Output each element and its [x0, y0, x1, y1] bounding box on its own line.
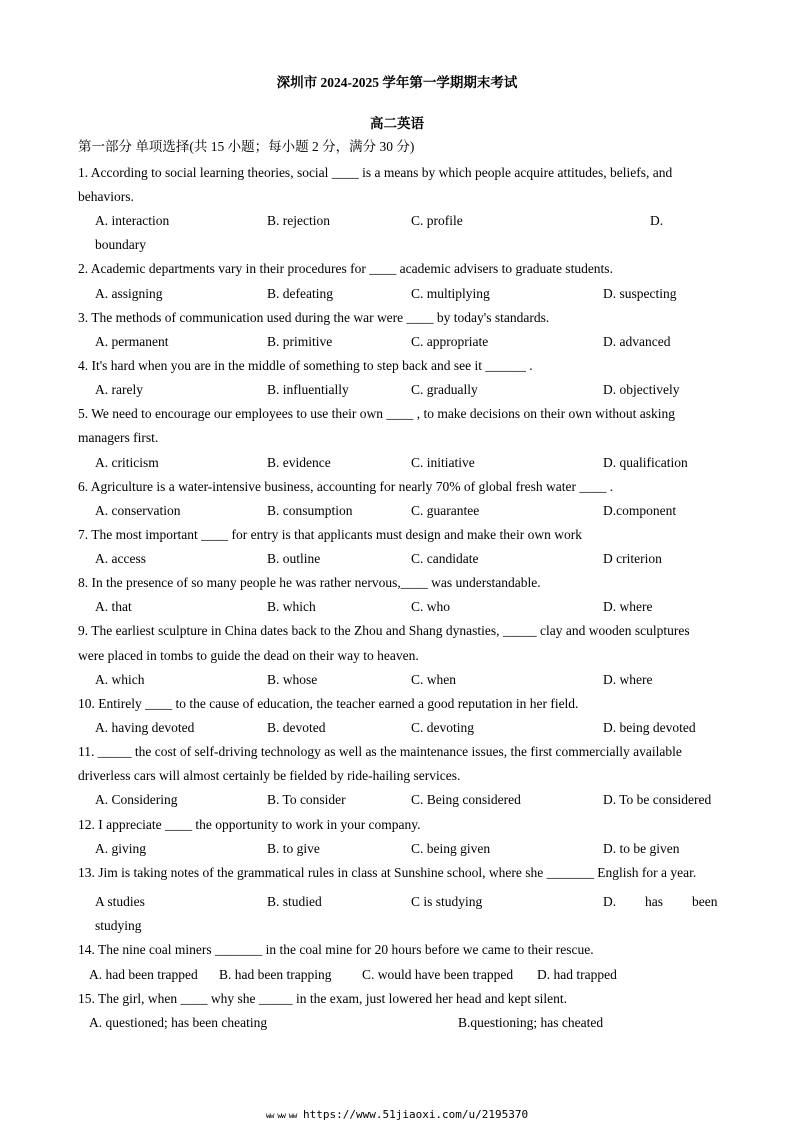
question-stem-cont: behaviors. [78, 189, 134, 204]
option-a: A. had been trapped [89, 967, 198, 982]
option-a: A. Considering [95, 792, 178, 807]
option-d: D. objectively [603, 382, 680, 397]
option-b: B. devoted [267, 720, 326, 735]
question-stem: 5. We need to encourage our employees to use their own ____ , to make decisions on their own without asking [78, 406, 676, 421]
option-d: D. had trapped [537, 967, 617, 982]
option-d: D. where [603, 672, 653, 687]
option-a: A. assigning [95, 286, 163, 301]
option-c: C. would have been trapped [362, 967, 514, 982]
option-d: D.component [603, 503, 677, 518]
option-d: D. advanced [603, 334, 671, 349]
question-stem-cont: driverless cars will almost certainly be fielded by ride-hailing services. [78, 768, 461, 783]
question-stem: 15. The girl, when ____ why she _____ in the exam, just lowered her head and kept silent. [78, 991, 568, 1006]
option-c: C. gradually [411, 382, 478, 397]
question-stem-cont: were placed in tombs to guide the dead on their way to heaven. [78, 648, 419, 663]
option-c: C. when [411, 672, 456, 687]
option-b: B. evidence [267, 455, 331, 470]
option-a: A. rarely [95, 382, 143, 397]
option-c: C. appropriate [411, 334, 489, 349]
option-a: A. criticism [95, 455, 159, 470]
option-d-letter: D. [603, 894, 617, 909]
option-c: C. profile [411, 213, 463, 228]
option-b: B. had been trapping [219, 967, 332, 982]
option-d: D. where [603, 599, 653, 614]
question-stem: 8. In the presence of so many people he was rather nervous,____ was understandable. [78, 575, 541, 590]
option-d-word: has [645, 894, 663, 909]
option-b: B. outline [267, 551, 321, 566]
section-heading: 第一部分 单项选择(共 15 小题；每小题 2 分，满分 30 分) [78, 139, 415, 154]
option-b: B. defeating [267, 286, 333, 301]
question-stem-cont: managers first. [78, 430, 159, 445]
option-a: A. questioned; has been cheating [89, 1015, 268, 1030]
option-a: A. access [95, 551, 146, 566]
option-d-cont: boundary [95, 237, 146, 252]
option-d: D. to be given [603, 841, 680, 856]
option-a: A. interaction [95, 213, 170, 228]
footer-mark: ww ww ww [265, 1111, 297, 1120]
option-c: C. guarantee [411, 503, 480, 518]
option-a: A. giving [95, 841, 147, 856]
question-stem: 11. _____ the cost of self-driving technology as well as the maintenance issues, the first commercially available [78, 744, 682, 759]
question-stem: 2. Academic departments vary in their procedures for ____ academic advisers to graduate students. [78, 261, 613, 276]
question-stem: 3. The methods of communication used during the war were ____ by today's standards. [78, 310, 550, 325]
option-c: C. Being considered [411, 792, 521, 807]
option-a: A. permanent [95, 334, 169, 349]
option-b: B. whose [267, 672, 318, 687]
option-d: D. qualification [603, 455, 688, 470]
option-d-word: been [692, 894, 718, 909]
option-a: A studies [95, 894, 145, 909]
option-b: B.questioning; has cheated [458, 1015, 604, 1030]
question-stem: 4. It's hard when you are in the middle of something to step back and see it ______ . [78, 358, 533, 373]
option-b: B. influentially [267, 382, 349, 397]
option-c: C. who [411, 599, 451, 614]
question-stem: 6. Agriculture is a water-intensive business, accounting for nearly 70% of global fresh water ____ . [78, 479, 614, 494]
option-c: C. being given [411, 841, 491, 856]
option-b: B. which [267, 599, 316, 614]
option-c: C. initiative [411, 455, 475, 470]
option-a: A. having devoted [95, 720, 195, 735]
question-stem: 9. The earliest sculpture in China dates back to the Zhou and Shang dynasties, _____ clay and wooden sculptures [78, 623, 690, 638]
exam-title: 深圳市 2024-2025 学年第一学期期末考试 [276, 75, 518, 90]
option-c: C. devoting [411, 720, 474, 735]
option-d: D. being devoted [603, 720, 696, 735]
question-stem: 14. The nine coal miners _______ in the coal mine for 20 hours before we came to their rescue. [78, 942, 594, 957]
option-a: A. that [95, 599, 132, 614]
option-a: A. which [95, 672, 145, 687]
exam-subject: 高二英语 [370, 116, 424, 131]
footer-url[interactable]: https://www.51jiaoxi.com/u/2195370 [302, 1108, 529, 1121]
question-stem: 7. The most important ____ for entry is that applicants must design and make their own work [78, 527, 583, 542]
option-b: B. consumption [267, 503, 353, 518]
question-stem: 12. I appreciate ____ the opportunity to work in your company. [78, 817, 421, 832]
question-stem: 13. Jim is taking notes of the grammatical rules in class at Sunshine school, where she _______ English for a year. [78, 865, 697, 880]
option-b: B. rejection [267, 213, 330, 228]
option-b: B. To consider [267, 792, 346, 807]
option-d: D. [650, 213, 664, 228]
option-b: B. primitive [267, 334, 333, 349]
option-c: C is studying [411, 894, 483, 909]
option-d: D. suspecting [603, 286, 677, 301]
option-b: B. to give [267, 841, 320, 856]
question-stem: 10. Entirely ____ to the cause of education, the teacher earned a good reputation in her field. [78, 696, 579, 711]
option-d: D criterion [603, 551, 662, 566]
option-d-cont: studying [95, 918, 142, 933]
footer [0, 1108, 794, 1121]
option-c: C. multiplying [411, 286, 490, 301]
question-stem: 1. According to social learning theories, social ____ is a means by which people acquire attitudes, beliefs, and [78, 165, 673, 180]
option-c: C. candidate [411, 551, 479, 566]
option-d: D. To be considered [603, 792, 712, 807]
option-b: B. studied [267, 894, 322, 909]
option-a: A. conservation [95, 503, 181, 518]
